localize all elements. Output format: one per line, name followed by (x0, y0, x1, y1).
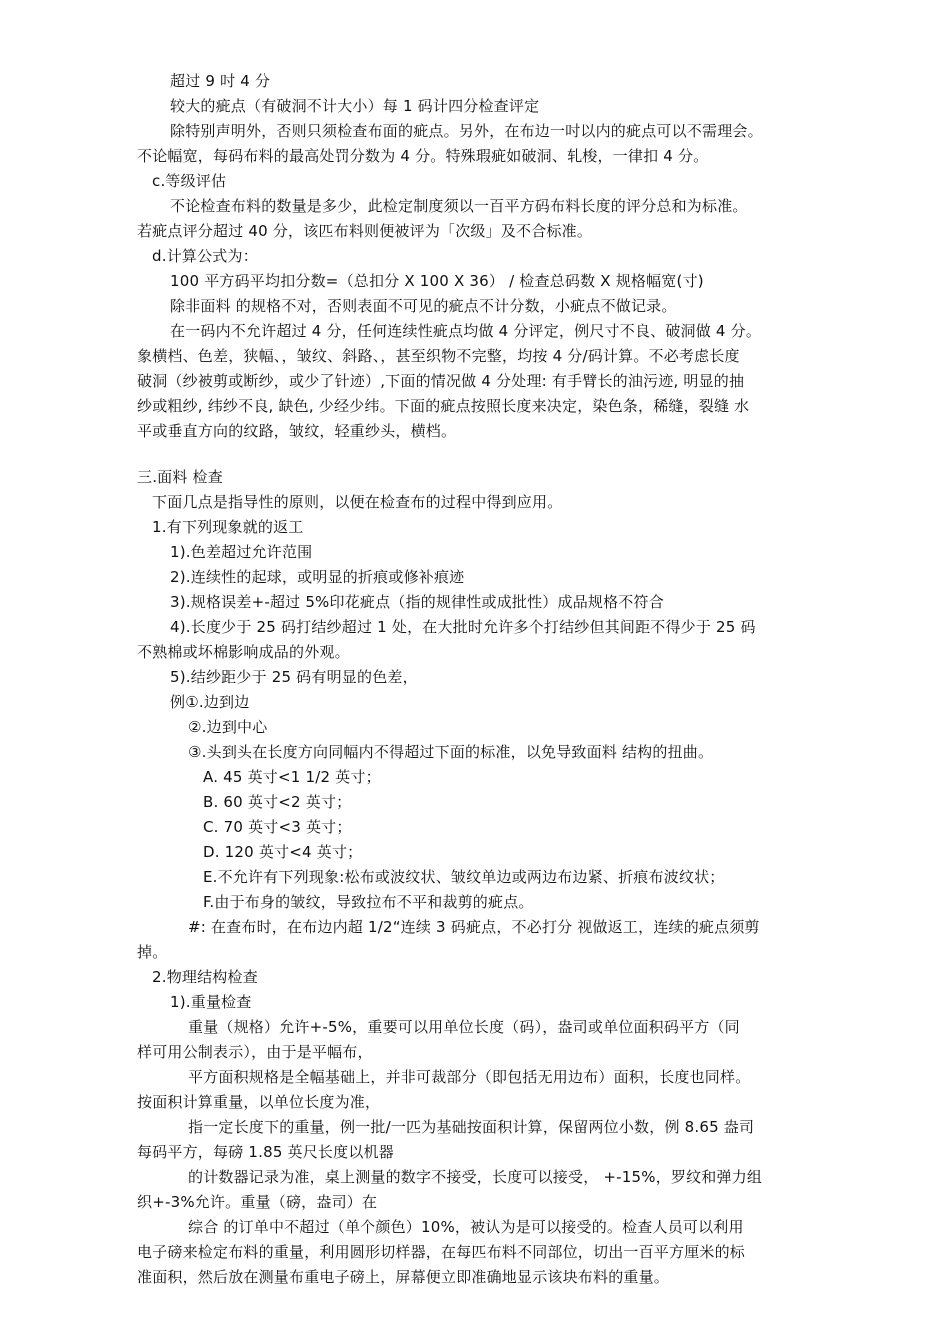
list-item: F.由于布身的皱纹，导致拉布不平和裁剪的疵点。 (203, 893, 534, 911)
text-line: 除特别声明外，否则只须检查布面的疵点。另外，在布边一吋以内的疵点可以不需理会。 (170, 122, 763, 140)
text-line: 准面积，然后放在测量布重电子磅上，屏幕便立即准确地显示该块布料的重量。 (137, 1268, 670, 1286)
list-item: 2).连续性的起球，或明显的折痕或修补痕迹 (170, 568, 465, 586)
text-line: 较大的疵点（有破洞不计大小）每 1 码计四分检查评定 (170, 97, 540, 115)
subsection-heading: 1.有下列现象就的返工 (152, 518, 304, 536)
text-line: 重量（规格）允许+-5%，重要可以用单位长度（码），盎司或单位面积码平方（同 (188, 1018, 740, 1036)
list-item: 1).重量检查 (170, 993, 252, 1011)
text-line: 不论幅宽，每码布料的最高处罚分数为 4 分。特殊瑕疵如破洞、轧梭，一律扣 4 分。 (137, 147, 709, 165)
list-item: C. 70 英寸<3 英寸； (203, 818, 352, 836)
text-line: 的计数器记录为准，桌上测量的数字不接受，长度可以接受， +-15%，罗纹和弹力组 (188, 1168, 763, 1186)
formula-line: 100 平方码平均扣分数=（总扣分 X 100 X 36） / 检查总码数 X 规格幅宽(寸) (170, 272, 704, 290)
note-line: #: 在查布时，在布边内超 1/2“连续 3 码疵点，不必打分 视做返工，连续的疵点须剪 (188, 918, 760, 936)
list-item: ②.边到中心 (188, 718, 268, 736)
text-line: 样可用公制表示），由于是平幅布， (137, 1043, 373, 1061)
text-line: 在一码内不允许超过 4 分，任何连续性疵点均做 4 分评定，例尺寸不良、破洞做 4 分。 (170, 322, 762, 340)
text-line: 每码平方，每磅 1.85 英尺长度以机器 (137, 1143, 394, 1161)
text-line: 指一定长度下的重量，例一批/一匹为基础按面积计算，保留两位小数，例 8.65 盎司 (188, 1118, 755, 1136)
text-line: 不熟棉或坏棉影响成品的外观。 (137, 643, 350, 661)
text-line: 平或垂直方向的纹路，皱纹，轻重纱头，横档。 (137, 422, 457, 440)
list-item: E.不允许有下列现象:松布或波纹状、皱纹单边或两边布边紧、折痕布波纹状； (203, 868, 725, 886)
list-item: ③.头到头在长度方向同幅内不得超过下面的标准，以免导致面料 结构的扭曲。 (188, 743, 714, 761)
list-item: 1).色差超过允许范围 (170, 543, 313, 561)
text-line: 若疵点评分超过 40 分，该匹布料则便被评为「次级」及不合标准。 (137, 222, 593, 240)
text-line: 象横档、色差，狭幅、，皱纹、斜路、，甚至织物不完整，均按 4 分/码计算。不必考虑长度 (137, 347, 740, 365)
list-item: B. 60 英寸<2 英寸； (203, 793, 352, 811)
text-line: 织+-3%允许。重量（磅，盎司）在 (137, 1193, 378, 1211)
text-line: 掉。 (137, 943, 168, 961)
section-title: 三.面料 检查 (137, 468, 223, 486)
text-line: 综合 的订单中不超过（单个颜色）10%，被认为是可以接受的。检查人员可以利用 (188, 1218, 744, 1236)
text-line: 破洞（纱被剪或断纱，或少了针迹）,下面的情况做 4 分处理: 有手臂长的油污迹, 明显的抽 (137, 372, 745, 390)
subsection-heading: 2.物理结构检查 (152, 968, 258, 986)
text-line: 按面积计算重量，以单位长度为准， (137, 1093, 381, 1111)
list-item: 5).结纱距少于 25 码有明显的色差， (170, 668, 418, 686)
section-heading: c.等级评估 (152, 172, 227, 190)
section-heading: d.计算公式为： (152, 247, 258, 265)
list-item: A. 45 英寸<1 1/2 英寸； (203, 768, 381, 786)
text-line: 电子磅来检定布料的重量，利用圆形切样器，在每匹布料不同部位，切出一百平方厘米的标 (137, 1243, 746, 1261)
text-line: 纱或粗纱, 纬纱不良, 缺色, 少经少纬。下面的疵点按照长度来决定，染色条，稀缝，裂缝 水 (137, 397, 750, 415)
list-item: D. 120 英寸<4 英寸； (203, 843, 363, 861)
text-line: 除非面料 的规格不对，否则表面不可见的疵点不计分数，小疵点不做记录。 (170, 297, 677, 315)
text-line: 平方面积规格是全幅基础上，并非可裁部分（即包括无用边布）面积，长度也同样。 (188, 1068, 751, 1086)
text-line: 超过 9 吋 4 分 (170, 72, 271, 90)
text-line: 不论检查布料的数量是多少，此检定制度须以一百平方码布料长度的评分总和为标准。 (170, 197, 748, 215)
list-item: 4).长度少于 25 码打结纱超过 1 处，在大批时允许多个打结纱但其间距不得少于 25 码 (170, 618, 756, 636)
list-item: 例①.边到边 (170, 693, 250, 711)
list-item: 3).规格误差+-超过 5%印花疵点（指的规律性或成批性）成品规格不符合 (170, 593, 664, 611)
text-line: 下面几点是指导性的原则，以便在检查布的过程中得到应用。 (152, 493, 563, 511)
